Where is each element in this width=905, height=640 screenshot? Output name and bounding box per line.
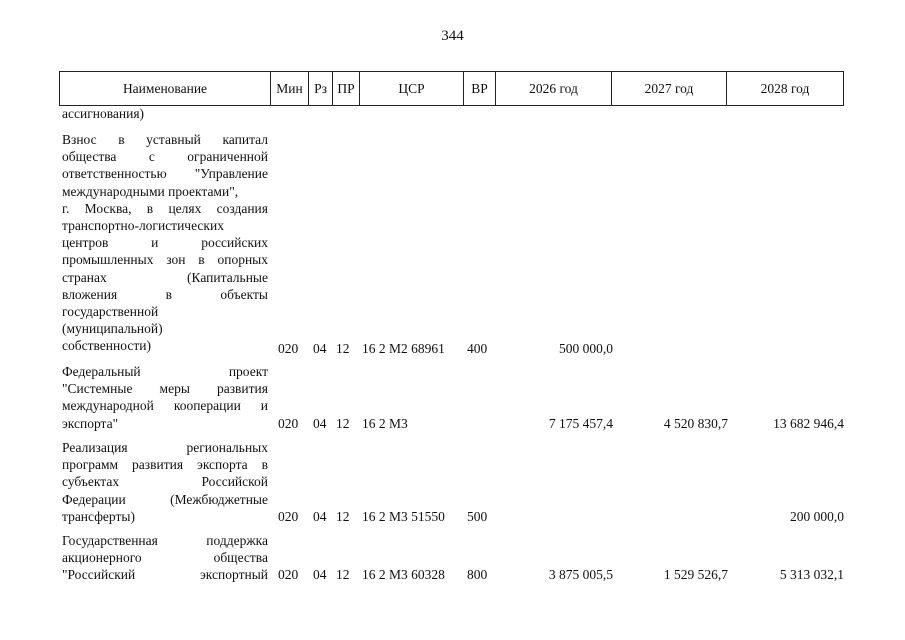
- header-2026: 2026 год: [496, 72, 612, 105]
- table-header: [59, 71, 844, 106]
- row-name-line: экспорта": [62, 415, 119, 431]
- row-name: [62, 363, 268, 432]
- cell-csr: 16 2 М3 51550: [362, 509, 445, 524]
- cell-rz: 04: [313, 509, 327, 524]
- cell-2026: 3 875 005,5: [548, 567, 613, 582]
- cell-2026: 500 000,0: [559, 341, 613, 356]
- row-name-line: "Системные меры развития: [62, 381, 268, 397]
- cell-min: 020: [278, 416, 299, 431]
- cell-pr: 12: [336, 567, 350, 582]
- row-name-line: трансферты): [62, 508, 135, 524]
- page-number: 344: [441, 28, 464, 44]
- cell-rz: 04: [313, 567, 327, 582]
- cell-pr: 12: [336, 416, 350, 431]
- header-2027: 2027 год: [612, 72, 727, 105]
- cell-csr: 16 2 М3: [362, 416, 408, 431]
- row-name-line: Реализация региональных: [62, 440, 268, 455]
- continuation-text: ассигнования): [62, 106, 145, 121]
- cell-csr: 16 2 М3 60328: [362, 567, 445, 582]
- header-2028: 2028 год: [760, 81, 810, 96]
- row-name-line: г. Москва, в целях создания: [62, 200, 268, 216]
- row-name-line: международными проектами",: [62, 183, 239, 199]
- cell-min: 020: [278, 341, 299, 356]
- row-name-line: "Российский экспортный: [62, 567, 268, 583]
- row-name-line: программ развития экспорта в: [62, 457, 268, 473]
- cell-vr: 500: [467, 509, 488, 524]
- cell-2028: 13 682 946,4: [773, 416, 844, 431]
- row-name-line: субъектах Российской: [62, 474, 268, 490]
- row-name-line: промышленных зон в опорных: [62, 252, 268, 268]
- row-name-line: собственности): [62, 338, 151, 354]
- cell-rz: 04: [313, 341, 327, 356]
- header-min: Мин: [271, 72, 309, 105]
- cell-min: 020: [278, 509, 299, 524]
- row-name-line: Взнос в уставный капитал: [62, 132, 268, 147]
- row-name: [62, 131, 268, 354]
- cell-pr: 12: [336, 341, 350, 356]
- row-name-line: акционерного общества: [62, 550, 268, 566]
- cell-2026: 7 175 457,4: [548, 416, 613, 431]
- header-pr: ПР: [333, 72, 360, 105]
- cell-rz: 04: [313, 416, 327, 431]
- row-name-line: общества с ограниченной: [62, 149, 268, 165]
- cell-vr: 400: [467, 341, 488, 356]
- row-name: [62, 439, 268, 525]
- row-name-line: международной кооперации и: [62, 398, 268, 414]
- cell-pr: 12: [336, 509, 350, 524]
- cell-2028: 200 000,0: [790, 509, 844, 524]
- row-name-line: государственной: [62, 303, 159, 319]
- row-name-line: Государственная поддержка: [62, 533, 268, 548]
- row-name-line: Федеральный проект: [62, 364, 268, 379]
- header-csr: ЦСР: [360, 72, 464, 105]
- cell-vr: 800: [467, 567, 488, 582]
- cell-2027: 1 529 526,7: [663, 567, 728, 582]
- row-name-line: странах (Капитальные: [62, 269, 268, 285]
- row-name-line: транспортно-логистических: [62, 217, 224, 233]
- header-vr: ВР: [464, 72, 496, 105]
- row-name-line: вложения в объекты: [62, 286, 268, 302]
- cell-2027: 4 520 830,7: [663, 416, 728, 431]
- row-name-line: Федерации (Межбюджетные: [62, 491, 268, 507]
- header-name: Наименование: [60, 72, 271, 105]
- cell-2028: 5 313 032,1: [779, 567, 844, 582]
- cell-min: 020: [278, 567, 299, 582]
- header-rz: Рз: [309, 72, 333, 105]
- row-name-line: центров и российских: [62, 235, 268, 251]
- row-name-line: ответственностью "Управление: [62, 166, 268, 182]
- row-name: [62, 532, 268, 584]
- row-name-line: (муниципальной): [62, 321, 163, 337]
- cell-csr: 16 2 М2 68961: [362, 341, 445, 356]
